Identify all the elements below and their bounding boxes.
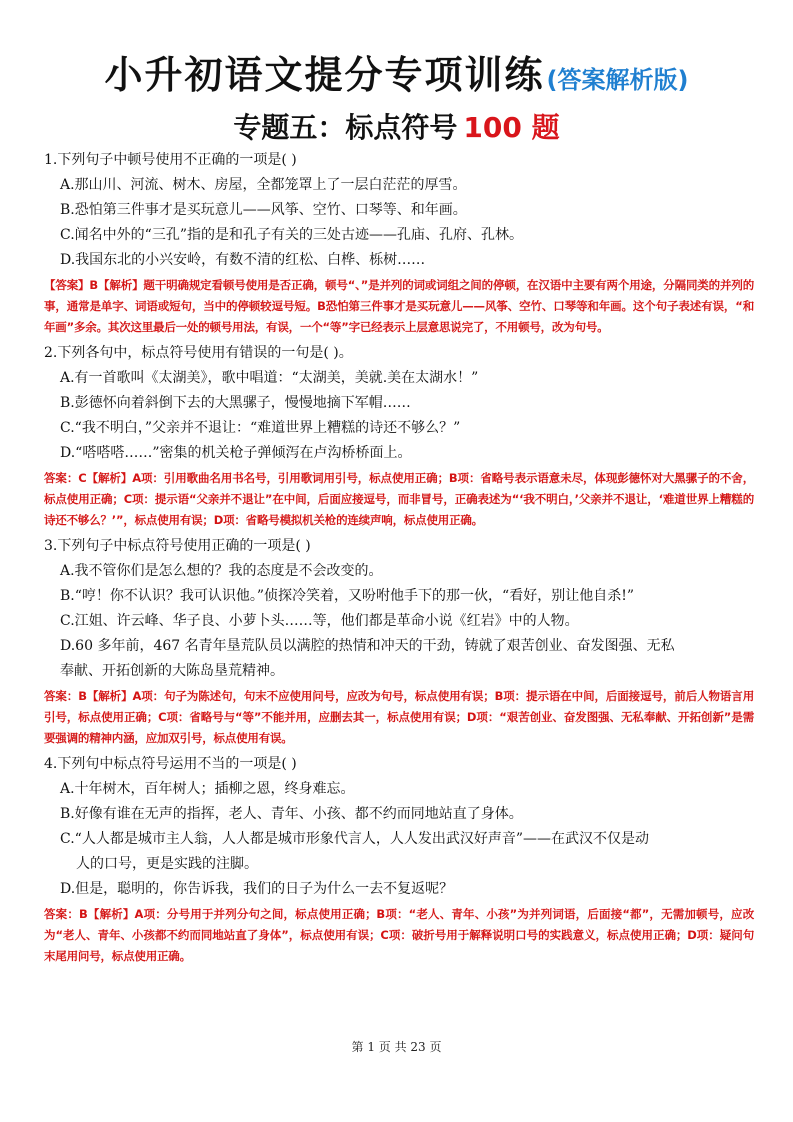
document-title (0, 44, 793, 99)
option-d-line1: D.60 多年前，467 名青年垦荒队员以满腔的热情和冲天的干劲，铸就了艰苦创业、奋发图强、无私 (60, 638, 675, 654)
title-text: 小升初语文提分专项训练 (104, 53, 545, 97)
question-block (44, 752, 754, 967)
option-b: B.“哼！你不认识？我可认识他。”侦探冷笑着，又吩咐他手下的那一伙，“看好，别让他自杀!” (60, 588, 634, 604)
option-c (44, 827, 754, 877)
answer-explanation: 答案：C【解析】A项：引用歌曲名用书名号，引用歌词用引号，标点使用正确；B项：省略号表示语意未尽，体现彭德怀对大黑骡子的不舍，标点使用正确；C项：提示语“父亲并不退让”在中间，后面应接逗号，而非冒号，正确表述为“‘我不明白，’父亲并不退让，‘难道世界上糟糕的诗还不够么？’”，标点使用有误；D项：省略号模拟机关枪的连续声响，标点使用正确。 (44, 471, 754, 527)
option-d-line2: 奉献、开拓创新的大陈岛垦荒精神。 (60, 663, 284, 679)
option-a: A.我不管你们是怎么想的？我的态度是不会改变的。 (60, 563, 383, 579)
document-subtitle (0, 106, 793, 146)
option-d: D.我国东北的小兴安岭，有数不清的红松、白桦、栎树…… (60, 252, 426, 268)
question-block (44, 341, 754, 531)
option-a: A.十年树木，百年树人；插柳之恩，终身难忘。 (60, 781, 355, 797)
option-a: A.那山川、河流、树木、房屋，全都笼罩上了一层白茫茫的厚雪。 (60, 177, 467, 193)
question-block (44, 148, 754, 338)
option-c-line1: C.“人人都是城市主人翁，人人都是城市形象代言人，人人发出武汉好声音”——在武汉不仅是动 (60, 831, 649, 847)
option-c: C.闻名中外的“三孔”指的是和孔子有关的三处古迹——孔庙、孔府、孔林。 (60, 227, 523, 243)
subtitle-text: 专题五：标点符号 (233, 111, 458, 144)
subtitle-count: 100 题 (463, 111, 560, 144)
answer-explanation: 答案：B【解析】A项：分号用于并列分句之间，标点使用正确；B项：“老人、青年、小孩”为并列词语，后面接“都”，无需加顿号，应改为“老人、青年、小孩都不约而同地站直了身体”，标点使用有误；C项：破折号用于解释说明口号的实践意义，标点使用正确；D项：疑问句末尾用问号，标点使用正确。 (44, 907, 754, 963)
option-b: B.彭德怀向着斜倒下去的大黑骡子，慢慢地摘下军帽…… (60, 395, 411, 411)
option-d: D.但是，聪明的，你告诉我，我们的日子为什么一去不复返呢？ (60, 881, 454, 897)
question-stem: 4.下列句中标点符号运用不当的一项是( ) (44, 756, 297, 772)
option-c: C.“我不明白，”父亲并不退让：“难道世界上糟糕的诗还不够么？” (60, 420, 461, 436)
page-footer: 第 1 页 共 23 页 (351, 1040, 442, 1054)
option-b: B.恐怕第三件事才是买玩意儿——风筝、空竹、口琴等、和年画。 (60, 202, 467, 218)
questions-container (44, 148, 754, 970)
option-d: D.“嗒嗒嗒……”密集的机关枪子弹倾泻在卢沟桥桥面上。 (60, 445, 412, 461)
answer-explanation: 答案：B【解析】A项：句子为陈述句，句末不应使用问号，应改为句号，标点使用有误；B项：提示语在中间，后面接逗号，前后人物语言用引号，标点使用正确；C项：省略号与“等”不能并用，应删去其一，标点使用有误；D项：“艰苦创业、奋发图强、无私奉献、开拓创新”是需要强调的精神内涵，应加双引号，标点使用有误。 (44, 689, 754, 745)
option-d (44, 634, 754, 684)
answer-explanation: 【答案】B【解析】题干明确规定看顿号使用是否正确，顿号“、”是并列的词或词组之间的停顿，在汉语中主要有两个用途，分隔同类的并列的事，通常是单字、词语或短句，当中的停顿较逗号短。B恐怕第三件事才是买玩意儿——风筝、空竹、口琴等和年画。这个句子表述有误，“和年画”多余。其次这里最后一处的顿号用法，有误，一个“等”字已经表示上层意思说完了，不用顿号，改为句号。 (44, 278, 754, 334)
option-a: A.有一首歌叫《太湖美》，歌中唱道：“太湖美，美就.美在太湖水！” (60, 370, 479, 386)
question-stem: 1.下列句子中顿号使用不正确的一项是( ) (44, 152, 297, 168)
option-b: B.好像有谁在无声的指挥，老人、青年、小孩、都不约而同地站直了身体。 (60, 806, 523, 822)
question-stem: 3.下列句子中标点符号使用正确的一项是( ) (44, 538, 311, 554)
option-c-line2: 人的口号，更是实践的注脚。 (76, 856, 258, 872)
question-block (44, 534, 754, 749)
title-tag: (答案解析版) (546, 66, 689, 94)
option-c: C.江姐、许云峰、华子良、小萝卜头……等，他们都是革命小说《红岩》中的人物。 (60, 613, 579, 629)
question-stem: 2.下列各句中，标点符号使用有错误的一句是( )。 (44, 345, 353, 361)
